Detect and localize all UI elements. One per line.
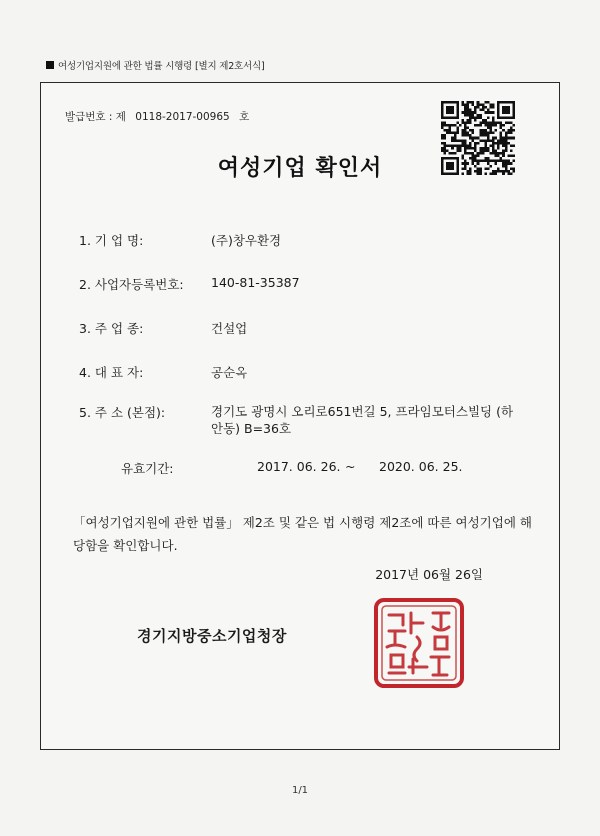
form-reference-note: [46, 58, 265, 72]
field-label: 3. 주 업 종:: [79, 321, 144, 336]
field-label: 2. 사업자등록번호:: [79, 277, 184, 292]
official-seal-icon: [373, 597, 465, 689]
issue-number-suffix: 호: [239, 111, 250, 123]
certificate-frame: [40, 82, 560, 750]
issue-number: [65, 109, 255, 124]
page-number: 1/1: [291, 785, 309, 796]
field-label: 1. 기 업 명:: [79, 233, 144, 248]
field-value: 140-81-35387: [211, 275, 300, 290]
validity-label: 유효기간:: [121, 461, 174, 476]
validity-to: 2020. 06. 25.: [379, 459, 463, 474]
field-label: 4. 대 표 자:: [79, 365, 144, 380]
issue-number-value: 0118-2017-00965: [135, 111, 230, 123]
form-reference-text: 여성기업지원에 관한 법률 시행령 [별지 제2호서식]: [58, 61, 265, 72]
field-value: 경기도 광명시 오리로651번길 5, 프라임모터스빌딩 (하안동) B=36호: [211, 404, 514, 436]
confirmation-statement: 「여성기업지원에 관한 법률」 제2조 및 같은 법 시행령 제2조에 따른 여성기업에 해당함을 확인합니다.: [73, 515, 532, 553]
field-value: 건설업: [211, 321, 248, 336]
square-bullet-icon: [46, 61, 54, 69]
field-value: 공순옥: [211, 365, 248, 380]
document-title: 여성기업 확인서: [217, 156, 383, 181]
field-label: 5. 주 소 (본점):: [79, 405, 166, 420]
issuing-authority: 경기지방중소기업청장: [137, 627, 287, 645]
field-value: (주)창우환경: [211, 233, 282, 248]
validity-from: 2017. 06. 26.: [257, 459, 341, 474]
issue-number-label: 발급번호 : 제: [65, 111, 126, 123]
issue-date: 2017년 06월 26일: [375, 567, 483, 582]
validity-separator: ~: [345, 459, 356, 474]
